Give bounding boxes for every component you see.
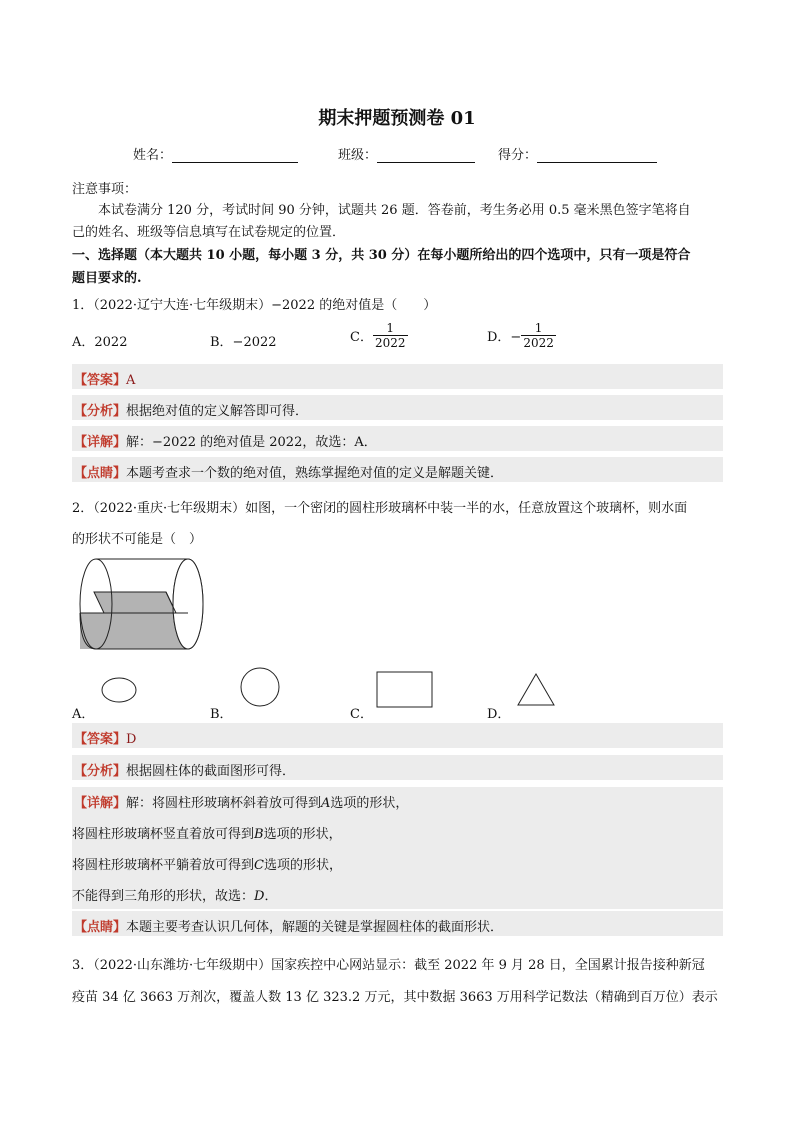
- q1-answer: [74, 369, 135, 388]
- triangle-shape: [515, 671, 557, 709]
- q2-stem-line-1: 2．（2022·重庆·七年级期末）如图，一个密闭的圆柱形玻璃杯中装一半的水，任意放置这个玻璃杯，则水面: [72, 501, 688, 516]
- score-field: [498, 144, 657, 163]
- detail-2-post: 选项的形状，: [263, 827, 342, 842]
- water-body: [80, 613, 188, 649]
- class-label: 班级：: [338, 148, 378, 163]
- detail-3-var: C: [254, 858, 264, 873]
- q2-stem-line-2: 的形状不可能是（ ）: [72, 532, 203, 547]
- analysis-label: 【分析】: [74, 764, 127, 779]
- cylinder-figure: [76, 557, 206, 657]
- q1-option-d: [487, 321, 556, 350]
- comment-text: 本题考查求一个数的绝对值，熟练掌握绝对值的定义是解题关键．: [126, 466, 504, 481]
- notice-line-1: 本试卷满分 120 分，考试时间 90 分钟，试题共 26 题．答卷前，考生务必用 0.5 毫米黑色签字笔将自: [98, 203, 691, 218]
- q3-stem-line-1: 3．（2022·山东潍坊·七年级期中）国家疾控中心网站显示：截至 2022 年 9 月 28 日，全国累计报告接种新冠: [72, 958, 705, 973]
- q2-option-d: D．: [487, 707, 511, 722]
- detail-text: 解：−2022 的绝对值是 2022，故选：A．: [126, 435, 377, 450]
- notice-heading: 注意事项：: [72, 182, 138, 197]
- q1-comment: [74, 462, 503, 481]
- score-label: 得分：: [498, 148, 538, 163]
- answer-value: A: [126, 373, 136, 388]
- detail-1-post: 选项的形状，: [330, 796, 409, 811]
- detail-1-var: A: [321, 796, 331, 811]
- q1-option-c: [350, 321, 408, 350]
- detail-label: 【详解】: [74, 796, 127, 811]
- q2-detail-line-3: [72, 854, 342, 873]
- detail-2-pre: 将圆柱形玻璃杯竖直着放可得到: [72, 827, 255, 842]
- detail-2-var: B: [254, 827, 264, 842]
- analysis-text: 根据绝对值的定义解答即可得．: [126, 404, 309, 419]
- detail-3-post: 选项的形状，: [263, 858, 342, 873]
- analysis-text: 根据圆柱体的截面图形可得．: [126, 764, 296, 779]
- q1-option-c-denominator: 2022: [374, 336, 406, 350]
- comment-label: 【点睛】: [74, 466, 127, 481]
- q1-analysis: [74, 400, 308, 419]
- answer-label: 【答案】: [74, 373, 127, 388]
- rectangle-shape: [375, 670, 435, 710]
- comment-text: 本题主要考查认识几何体，解题的关键是掌握圆柱体的截面形状．: [126, 920, 504, 935]
- detail-4-post: ．: [264, 889, 278, 904]
- q1-option-a: A．2022: [72, 335, 128, 350]
- q2-comment: [74, 916, 503, 935]
- page-title: 期末押题预测卷 01: [318, 108, 476, 129]
- detail-4-pre: 不能得到三角形的形状，故选：: [72, 889, 255, 904]
- comment-label: 【点睛】: [74, 920, 127, 935]
- analysis-label: 【分析】: [74, 404, 127, 419]
- q3-stem-line-2: 疫苗 34 亿 3663 万剂次，覆盖人数 13 亿 323.2 万元，其中数据 3663 万用科学记数法（精确到百万位）表示: [72, 990, 718, 1005]
- q1-option-d-prefix: D．−: [487, 330, 522, 345]
- detail-1-pre: 解：将圆柱形玻璃杯斜着放可得到: [126, 796, 322, 811]
- name-label: 姓名：: [133, 148, 173, 163]
- name-field: [133, 144, 298, 163]
- section-heading-line-1: 一、选择题（本大题共 10 小题，每小题 3 分，共 30 分）在每小题所给出的四个选项中，只有一项是符合: [72, 248, 691, 263]
- detail-label: 【详解】: [74, 435, 127, 450]
- q1-option-c-prefix: C．: [350, 330, 373, 345]
- class-blank: [377, 148, 475, 163]
- q1-option-c-fraction: [373, 321, 408, 350]
- circle-shape: [238, 665, 282, 709]
- q2-option-c: C．: [350, 707, 373, 722]
- q2-detail-line-4: [72, 885, 277, 904]
- water-surface: [94, 592, 176, 613]
- q1-detail: [74, 431, 377, 450]
- section-heading-line-2: 题目要求的.: [72, 271, 142, 286]
- answer-value: D: [126, 732, 137, 747]
- q2-answer: [74, 728, 136, 747]
- q2-option-b: B．: [210, 707, 233, 722]
- q2-analysis: [74, 760, 295, 779]
- q1-option-d-denominator: 2022: [523, 336, 554, 350]
- q2-detail-line-1: [74, 792, 408, 811]
- class-field: [338, 144, 475, 163]
- detail-3-pre: 将圆柱形玻璃杯平躺着放可得到: [72, 858, 255, 873]
- q1-option-c-numerator: 1: [386, 321, 395, 335]
- score-blank: [537, 148, 657, 163]
- q2-option-a: A．: [72, 707, 95, 722]
- q1-option-b: B．−2022: [210, 335, 277, 350]
- answer-label: 【答案】: [74, 732, 127, 747]
- detail-4-var: D: [254, 889, 265, 904]
- q2-detail-line-2: [72, 823, 342, 842]
- name-blank: [172, 148, 298, 163]
- q1-option-d-numerator: 1: [534, 321, 543, 335]
- q1-answer-band: [72, 364, 723, 389]
- q2-answer-band: [72, 723, 723, 748]
- notice-line-2: 己的姓名、班级等信息填写在试卷规定的位置．: [72, 225, 346, 240]
- q1-stem: 1．（2022·辽宁大连·七年级期末）−2022 的绝对值是（ ）: [72, 298, 437, 313]
- q1-option-d-fraction: [521, 321, 556, 350]
- ellipse-shape: [100, 676, 140, 704]
